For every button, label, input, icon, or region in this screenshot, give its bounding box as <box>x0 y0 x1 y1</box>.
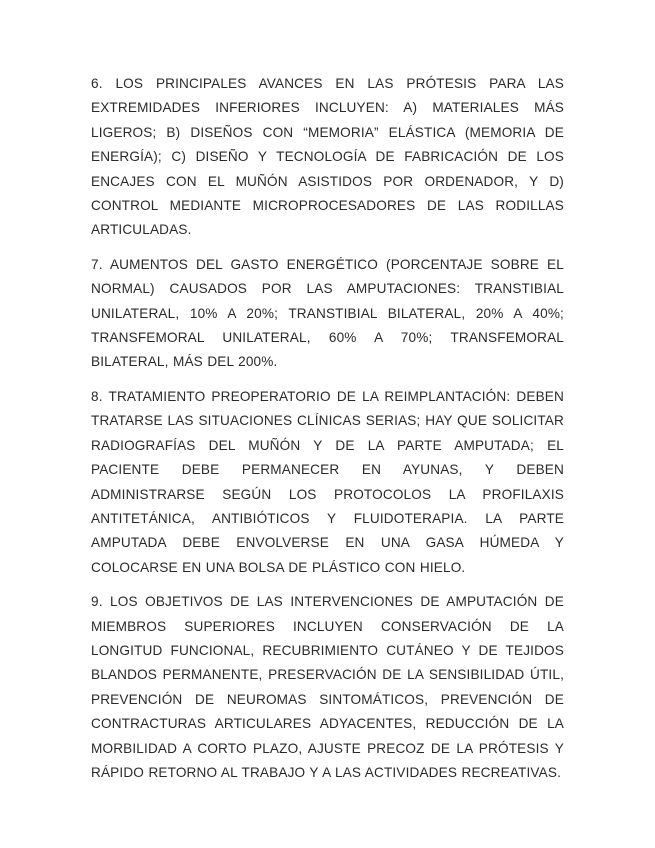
paragraph-7: 7. AUMENTOS DEL GASTO ENERGÉTICO (PORCENTAJE SOBRE EL NORMAL) CAUSADOS POR LAS AMPUTACIONES: TRANSTIBIAL UNILATERAL, 10% A 20%; TRANSTIBIAL BILATERAL, 20% A 40%; TRANSFEMORAL UNILATERAL, 60% A 70%; TRANSFEMORAL BILATERAL, MÁS DEL 200%. <box>91 256 564 370</box>
paragraph-8: 8. TRATAMIENTO PREOPERATORIO DE LA REIMPLANTACIÓN: DEBEN TRATARSE LAS SITUACIONES CLÍNICAS SERIAS; HAY QUE SOLICITAR RADIOGRAFÍAS DEL MUÑÓN Y DE LA PARTE AMPUTADA; EL PACIENTE DEBE PERMANECER EN AYUNAS, Y DEBEN ADMINISTRARSE SEGÚN LOS PROTOCOLOS LA PROFILAXIS ANTITETÁNICA, ANTIBIÓTICOS Y FLUIDOTERAPIA. LA PARTE AMPUTADA DEBE ENVOLVERSE EN UNA GASA HÚMEDA Y COLOCARSE EN UNA BOLSA DE PLÁSTICO CON HIELO. <box>91 388 564 575</box>
page-content <box>91 72 564 795</box>
paragraph-9: 9. LOS OBJETIVOS DE LAS INTERVENCIONES DE AMPUTACIÓN DE MIEMBROS SUPERIORES INCLUYEN CONSERVACIÓN DE LA LONGITUD FUNCIONAL, RECUBRIMIENTO CUTÁNEO Y DE TEJIDOS BLANDOS PERMANENTE, PRESERVACIÓN DE LA SENSIBILIDAD ÚTIL, PREVENCIÓN DE NEUROMAS SINTOMÁTICOS, PREVENCIÓN DE CONTRACTURAS ARTICULARES ADYACENTES, REDUCCIÓN DE LA MORBILIDAD A CORTO PLAZO, AJUSTE PRECOZ DE LA PRÓTESIS Y RÁPIDO RETORNO AL TRABAJO Y A LAS ACTIVIDADES RECREATIVAS. <box>91 594 564 780</box>
paragraph-6: 6. LOS PRINCIPALES AVANCES EN LAS PRÓTESIS PARA LAS EXTREMIDADES INFERIORES INCLUYEN: A) MATERIALES MÁS LIGEROS; B) DISEÑOS CON “MEMORIA” ELÁSTICA (MEMORIA DE ENERGÍA); C) DISEÑO Y TECNOLOGÍA DE FABRICACIÓN DE LOS ENCAJES CON EL MUÑÓN ASISTIDOS POR ORDENADOR, Y D) CONTROL MEDIANTE MICROPROCESADORES DE LAS RODILLAS ARTICULADAS. <box>91 76 564 238</box>
